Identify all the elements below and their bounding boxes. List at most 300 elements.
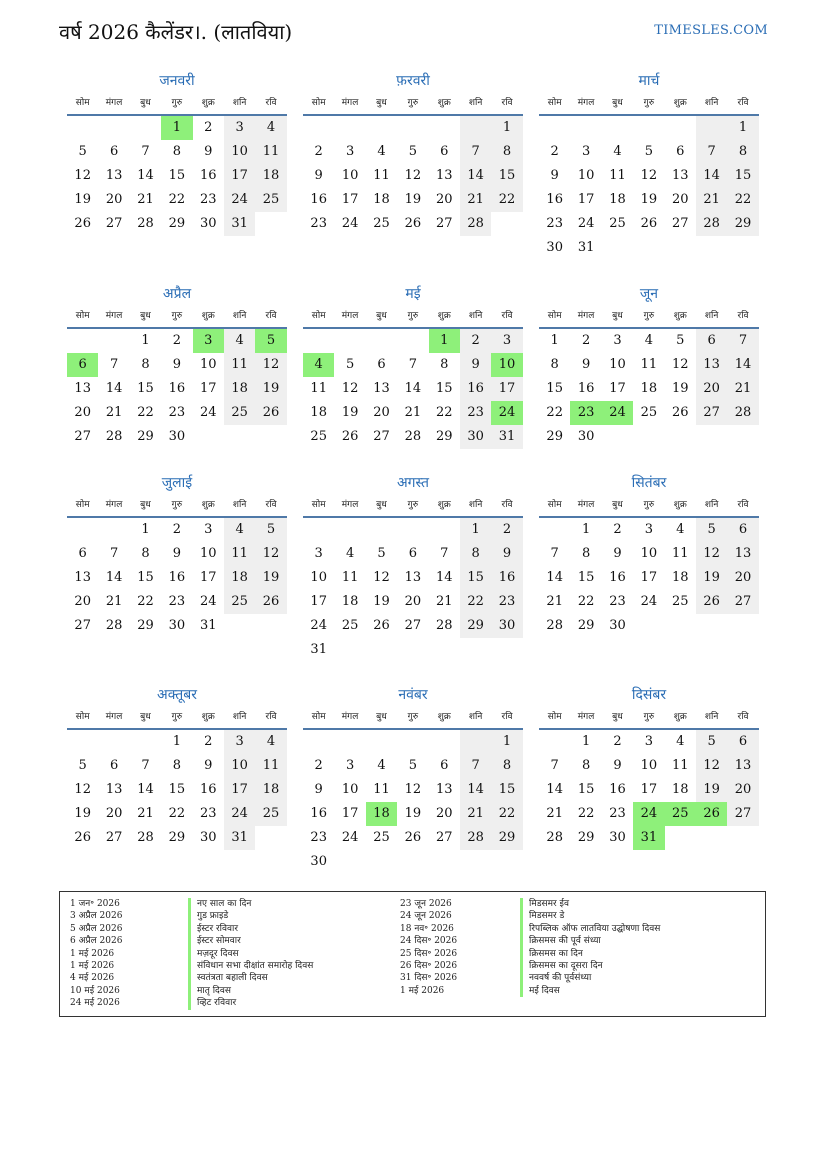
day-cell: 28 xyxy=(727,401,758,425)
day-cell: 26 xyxy=(74,830,91,845)
day-cell: 21 xyxy=(137,192,154,207)
weekday-label: रवि xyxy=(265,311,277,321)
weekday-header xyxy=(67,494,287,518)
day-cell: 20 xyxy=(435,806,453,821)
week-row xyxy=(539,425,759,449)
day-cell: 21 xyxy=(696,188,727,212)
day-cell: 20 xyxy=(727,566,758,590)
day-cell: 11 xyxy=(609,168,626,183)
day-cell: 22 xyxy=(727,188,758,212)
empty-cell xyxy=(98,329,129,353)
week-row xyxy=(67,614,287,638)
day-cell: 23 xyxy=(546,216,563,231)
weekday-label: बुध xyxy=(140,712,151,722)
week-row xyxy=(303,754,523,778)
day-cell: 22 xyxy=(435,405,453,420)
day-cell: 16 xyxy=(609,570,626,585)
day-cell: 4 xyxy=(303,353,334,377)
day-cell: 13 xyxy=(671,168,689,183)
day-cell: 1 xyxy=(491,730,522,754)
day-cell: 28 xyxy=(137,216,154,231)
holiday-date: 10 मई 2026 xyxy=(70,985,120,996)
day-cell: 15 xyxy=(727,164,758,188)
day-cell: 8 xyxy=(550,357,559,372)
weekday-label: मंगल xyxy=(341,311,359,321)
weekday-label: शनि xyxy=(468,98,483,108)
weekday-label: सोम xyxy=(75,712,90,722)
weekday-header xyxy=(539,92,759,116)
day-cell: 2 xyxy=(204,120,213,135)
day-cell: 29 xyxy=(546,429,563,444)
day-cell: 24 xyxy=(577,216,595,231)
day-cell: 10 xyxy=(640,546,658,561)
weekday-label: शुक्र xyxy=(437,98,451,108)
day-cell: 28 xyxy=(404,429,422,444)
empty-cell xyxy=(334,329,365,353)
day-cell: 11 xyxy=(255,140,286,164)
holiday-date: 24 मई 2026 xyxy=(70,998,120,1009)
empty-cell xyxy=(366,329,397,353)
day-cell: 7 xyxy=(550,758,559,773)
day-cell: 9 xyxy=(550,168,559,183)
day-cell: 19 xyxy=(74,192,91,207)
day-cell: 10 xyxy=(224,140,255,164)
empty-cell xyxy=(303,730,334,754)
day-cell: 23 xyxy=(491,590,522,614)
day-cell: 14 xyxy=(105,381,123,396)
week-row xyxy=(539,329,759,353)
weekday-header xyxy=(539,494,759,518)
day-cell: 28 xyxy=(460,826,491,850)
day-cell: 7 xyxy=(460,754,491,778)
month-2 xyxy=(303,70,523,236)
day-cell: 28 xyxy=(546,618,563,633)
weekday-label: रवि xyxy=(501,98,513,108)
day-cell: 3 xyxy=(644,734,653,749)
day-cell: 10 xyxy=(577,168,595,183)
month-3 xyxy=(539,70,759,260)
day-cell: 1 xyxy=(141,522,150,537)
empty-cell xyxy=(255,212,286,236)
weekday-label: गुरु xyxy=(171,311,183,321)
day-cell: 2 xyxy=(613,522,622,537)
day-cell: 11 xyxy=(310,381,327,396)
week-row xyxy=(539,518,759,542)
empty-cell xyxy=(602,116,633,140)
day-cell: 15 xyxy=(137,381,154,396)
day-cell: 24 xyxy=(640,594,658,609)
day-cell: 23 xyxy=(199,192,217,207)
day-cell: 21 xyxy=(460,802,491,826)
empty-cell xyxy=(665,236,696,260)
day-cell: 7 xyxy=(440,546,449,561)
day-cell: 5 xyxy=(408,758,417,773)
week-row xyxy=(303,425,523,449)
day-cell: 14 xyxy=(137,782,154,797)
month-name: जनवरी xyxy=(159,73,195,89)
day-cell: 9 xyxy=(314,168,323,183)
holiday-name: मिडसमर डे xyxy=(520,910,660,922)
empty-cell xyxy=(460,638,491,662)
day-cell: 12 xyxy=(640,168,658,183)
weekday-label: शुक्र xyxy=(201,712,215,722)
week-row xyxy=(67,754,287,778)
day-cell: 26 xyxy=(404,216,422,231)
day-cell: 23 xyxy=(168,405,186,420)
weekday-label: मंगल xyxy=(577,712,595,722)
day-cell: 19 xyxy=(671,381,689,396)
day-cell: 16 xyxy=(168,381,186,396)
empty-cell xyxy=(98,518,129,542)
empty-cell xyxy=(334,116,365,140)
day-cell: 17 xyxy=(224,778,255,802)
day-cell: 25 xyxy=(609,216,626,231)
day-cell: 21 xyxy=(137,806,154,821)
day-cell: 23 xyxy=(609,594,626,609)
holiday-date: 31 दिस॰ 2026 xyxy=(400,973,458,984)
weekday-label: शनि xyxy=(704,500,719,510)
day-cell: 25 xyxy=(665,802,696,826)
day-cell: 6 xyxy=(727,518,758,542)
week-row xyxy=(67,590,287,614)
day-cell: 28 xyxy=(546,830,563,845)
empty-cell xyxy=(67,329,98,353)
day-cell: 12 xyxy=(255,542,286,566)
day-cell: 4 xyxy=(224,518,255,542)
week-row xyxy=(303,116,523,140)
day-cell: 14 xyxy=(137,168,154,183)
day-cell: 3 xyxy=(345,758,355,773)
day-cell: 24 xyxy=(341,216,359,231)
day-cell: 7 xyxy=(109,357,119,372)
week-row xyxy=(67,353,287,377)
week-row xyxy=(539,140,759,164)
day-cell: 6 xyxy=(109,758,119,773)
month-name: अगस्त xyxy=(396,475,429,491)
empty-cell xyxy=(460,850,491,874)
empty-cell xyxy=(366,850,397,874)
holiday-name: व्हिट रविवार xyxy=(188,997,313,1009)
day-cell: 28 xyxy=(460,212,491,236)
day-cell: 4 xyxy=(676,734,685,749)
holiday-name: क्रिसमस का दिन xyxy=(520,948,660,960)
day-cell: 3 xyxy=(224,116,255,140)
weekday-label: मंगल xyxy=(105,98,123,108)
day-cell: 10 xyxy=(199,546,217,561)
weekday-label: शुक्र xyxy=(673,311,687,321)
day-cell: 10 xyxy=(224,754,255,778)
empty-cell xyxy=(98,116,129,140)
week-row xyxy=(303,212,523,236)
month-name: दिसंबर xyxy=(631,687,667,703)
empty-cell xyxy=(397,518,428,542)
day-cell: 18 xyxy=(255,778,286,802)
empty-cell xyxy=(303,329,334,353)
holiday-date: 24 दिस॰ 2026 xyxy=(400,936,458,947)
empty-cell xyxy=(602,425,633,449)
day-cell: 8 xyxy=(727,140,758,164)
day-cell: 9 xyxy=(172,546,181,561)
day-cell: 7 xyxy=(408,357,417,372)
weekday-header xyxy=(67,305,287,329)
day-cell: 17 xyxy=(640,782,658,797)
day-cell: 15 xyxy=(168,168,186,183)
day-cell: 5 xyxy=(676,333,685,348)
site-link[interactable]: TIMESLES.COM xyxy=(654,23,768,38)
day-cell: 22 xyxy=(546,405,563,420)
day-cell: 6 xyxy=(676,144,685,159)
day-cell: 6 xyxy=(78,546,87,561)
day-cell: 29 xyxy=(577,618,595,633)
day-cell: 25 xyxy=(640,405,658,420)
month-name: फ़रवरी xyxy=(396,73,430,89)
empty-cell xyxy=(255,614,286,638)
day-cell: 27 xyxy=(696,401,727,425)
day-cell: 19 xyxy=(341,405,359,420)
empty-cell xyxy=(255,425,286,449)
holiday-legend xyxy=(59,891,766,1017)
week-row xyxy=(67,425,287,449)
day-cell: 18 xyxy=(609,192,626,207)
weekday-label: सोम xyxy=(311,98,326,108)
weekday-label: शनि xyxy=(232,311,247,321)
weekday-label: बुध xyxy=(612,98,623,108)
day-cell: 8 xyxy=(141,357,150,372)
day-cell: 12 xyxy=(74,782,91,797)
holiday-name: मिडसमर ईव xyxy=(520,898,660,910)
week-row xyxy=(303,542,523,566)
day-cell: 27 xyxy=(74,429,91,444)
week-row xyxy=(303,778,523,802)
day-cell: 2 xyxy=(581,333,591,348)
empty-cell xyxy=(491,212,522,236)
week-row xyxy=(539,212,759,236)
holiday-date: 25 दिस॰ 2026 xyxy=(400,948,458,959)
empty-cell xyxy=(397,730,428,754)
day-cell: 14 xyxy=(435,570,453,585)
empty-cell xyxy=(696,116,727,140)
weekday-label: सोम xyxy=(75,98,90,108)
empty-cell xyxy=(303,116,334,140)
month-6 xyxy=(539,283,759,449)
day-cell: 30 xyxy=(546,240,563,255)
weekday-label: रवि xyxy=(737,311,749,321)
day-cell: 17 xyxy=(341,806,359,821)
weekday-label: सोम xyxy=(547,311,562,321)
empty-cell xyxy=(130,730,161,754)
weekday-label: मंगल xyxy=(341,500,359,510)
day-cell: 3 xyxy=(314,546,323,561)
weekday-label: बुध xyxy=(612,500,623,510)
holiday-date: 5 अप्रैल 2026 xyxy=(70,923,123,934)
weekday-label: गुरु xyxy=(171,500,183,510)
day-cell: 6 xyxy=(727,730,758,754)
weekday-header xyxy=(303,92,523,116)
empty-cell xyxy=(130,116,161,140)
week-row xyxy=(539,116,759,140)
week-row xyxy=(539,802,759,826)
day-cell: 1 xyxy=(141,333,150,348)
day-cell: 18 xyxy=(224,377,255,401)
day-cell: 18 xyxy=(640,381,658,396)
day-cell: 26 xyxy=(404,830,422,845)
day-cell: 26 xyxy=(74,216,91,231)
day-cell: 1 xyxy=(581,522,591,537)
day-cell: 20 xyxy=(74,405,91,420)
weekday-label: गुरु xyxy=(407,98,419,108)
weekday-label: मंगल xyxy=(341,98,359,108)
day-cell: 14 xyxy=(105,570,123,585)
weekday-header xyxy=(303,706,523,730)
day-cell: 13 xyxy=(727,542,758,566)
day-cell: 24 xyxy=(341,830,359,845)
day-cell: 1 xyxy=(161,116,192,140)
day-cell: 5 xyxy=(696,518,727,542)
day-cell: 31 xyxy=(224,826,255,850)
day-cell: 7 xyxy=(696,140,727,164)
day-cell: 17 xyxy=(224,164,255,188)
holiday-name: क्रिसमस का दूसरा दिन xyxy=(520,960,660,972)
day-cell: 31 xyxy=(633,826,664,850)
weekday-header xyxy=(539,706,759,730)
week-row xyxy=(303,850,523,874)
day-cell: 14 xyxy=(460,164,491,188)
day-cell: 20 xyxy=(435,192,453,207)
week-row xyxy=(67,566,287,590)
day-cell: 13 xyxy=(404,570,422,585)
day-cell: 9 xyxy=(204,144,213,159)
day-cell: 4 xyxy=(255,116,286,140)
weekday-label: शुक्र xyxy=(201,311,215,321)
day-cell: 13 xyxy=(105,782,123,797)
day-cell: 9 xyxy=(491,542,522,566)
weekday-label: गुरु xyxy=(407,311,419,321)
holiday-date: 3 अप्रैल 2026 xyxy=(70,911,123,922)
month-name: मार्च xyxy=(638,73,660,89)
day-cell: 1 xyxy=(550,333,559,348)
holiday-name: स्वतंत्रता बहाली दिवस xyxy=(188,972,313,984)
week-row xyxy=(67,188,287,212)
day-cell: 18 xyxy=(366,802,397,826)
weekday-label: गुरु xyxy=(643,712,655,722)
day-cell: 9 xyxy=(613,546,622,561)
day-cell: 29 xyxy=(137,618,154,633)
day-cell: 30 xyxy=(609,830,626,845)
weekday-label: शनि xyxy=(704,712,719,722)
empty-cell xyxy=(665,614,696,638)
day-cell: 28 xyxy=(435,618,453,633)
week-row xyxy=(539,353,759,377)
week-row xyxy=(303,802,523,826)
holiday-name: रिपब्लिक ऑफ लातविया उद्घोषणा दिवस xyxy=(520,923,660,935)
day-cell: 23 xyxy=(199,806,217,821)
day-cell: 13 xyxy=(74,381,91,396)
day-cell: 16 xyxy=(491,566,522,590)
month-name: सितंबर xyxy=(631,475,667,491)
day-cell: 27 xyxy=(404,618,422,633)
weekday-header xyxy=(303,494,523,518)
day-cell: 29 xyxy=(137,429,154,444)
day-cell: 9 xyxy=(460,353,491,377)
empty-cell xyxy=(429,116,460,140)
day-cell: 5 xyxy=(255,329,286,353)
day-cell: 30 xyxy=(491,614,522,638)
week-row xyxy=(303,164,523,188)
day-cell: 12 xyxy=(696,542,727,566)
day-cell: 13 xyxy=(105,168,123,183)
day-cell: 20 xyxy=(105,806,123,821)
day-cell: 5 xyxy=(377,546,386,561)
day-cell: 31 xyxy=(224,212,255,236)
holiday-name: ईस्टर सोमवार xyxy=(188,935,313,947)
day-cell: 26 xyxy=(640,216,658,231)
day-cell: 11 xyxy=(224,542,255,566)
day-cell: 14 xyxy=(696,164,727,188)
empty-cell xyxy=(602,236,633,260)
weekday-label: मंगल xyxy=(577,500,595,510)
empty-cell xyxy=(633,425,664,449)
month-8 xyxy=(303,472,523,662)
holiday-date: 1 जन॰ 2026 xyxy=(70,899,120,909)
day-cell: 31 xyxy=(310,642,327,657)
empty-cell xyxy=(696,425,727,449)
day-cell: 30 xyxy=(168,429,186,444)
empty-cell xyxy=(397,116,428,140)
day-cell: 30 xyxy=(577,429,595,444)
day-cell: 21 xyxy=(546,594,563,609)
day-cell: 21 xyxy=(105,405,123,420)
empty-cell xyxy=(539,518,570,542)
empty-cell xyxy=(665,116,696,140)
day-cell: 31 xyxy=(491,425,522,449)
day-cell: 8 xyxy=(172,144,181,159)
day-cell: 16 xyxy=(168,570,186,585)
day-cell: 8 xyxy=(172,758,181,773)
day-cell: 7 xyxy=(550,546,559,561)
weekday-label: बुध xyxy=(140,98,151,108)
weekday-label: गुरु xyxy=(407,712,419,722)
weekday-label: मंगल xyxy=(577,98,595,108)
day-cell: 14 xyxy=(460,778,491,802)
day-cell: 4 xyxy=(377,144,386,159)
day-cell: 8 xyxy=(581,546,591,561)
week-row xyxy=(539,730,759,754)
day-cell: 29 xyxy=(168,216,186,231)
week-row xyxy=(303,638,523,662)
day-cell: 28 xyxy=(137,830,154,845)
day-cell: 20 xyxy=(373,405,390,420)
day-cell: 25 xyxy=(224,590,255,614)
weekday-label: सोम xyxy=(547,500,562,510)
day-cell: 22 xyxy=(137,405,154,420)
day-cell: 9 xyxy=(172,357,181,372)
day-cell: 27 xyxy=(727,802,758,826)
weekday-label: गुरु xyxy=(407,500,419,510)
weekday-label: रवि xyxy=(265,500,277,510)
day-cell: 1 xyxy=(172,734,181,749)
legend-dates-left xyxy=(70,898,122,1010)
day-cell: 25 xyxy=(373,216,390,231)
day-cell: 29 xyxy=(491,826,522,850)
day-cell: 12 xyxy=(373,570,390,585)
day-cell: 5 xyxy=(255,518,286,542)
day-cell: 11 xyxy=(373,782,390,797)
day-cell: 18 xyxy=(341,594,359,609)
empty-cell xyxy=(366,638,397,662)
day-cell: 19 xyxy=(373,594,390,609)
week-row xyxy=(303,329,523,353)
day-cell: 24 xyxy=(602,401,633,425)
